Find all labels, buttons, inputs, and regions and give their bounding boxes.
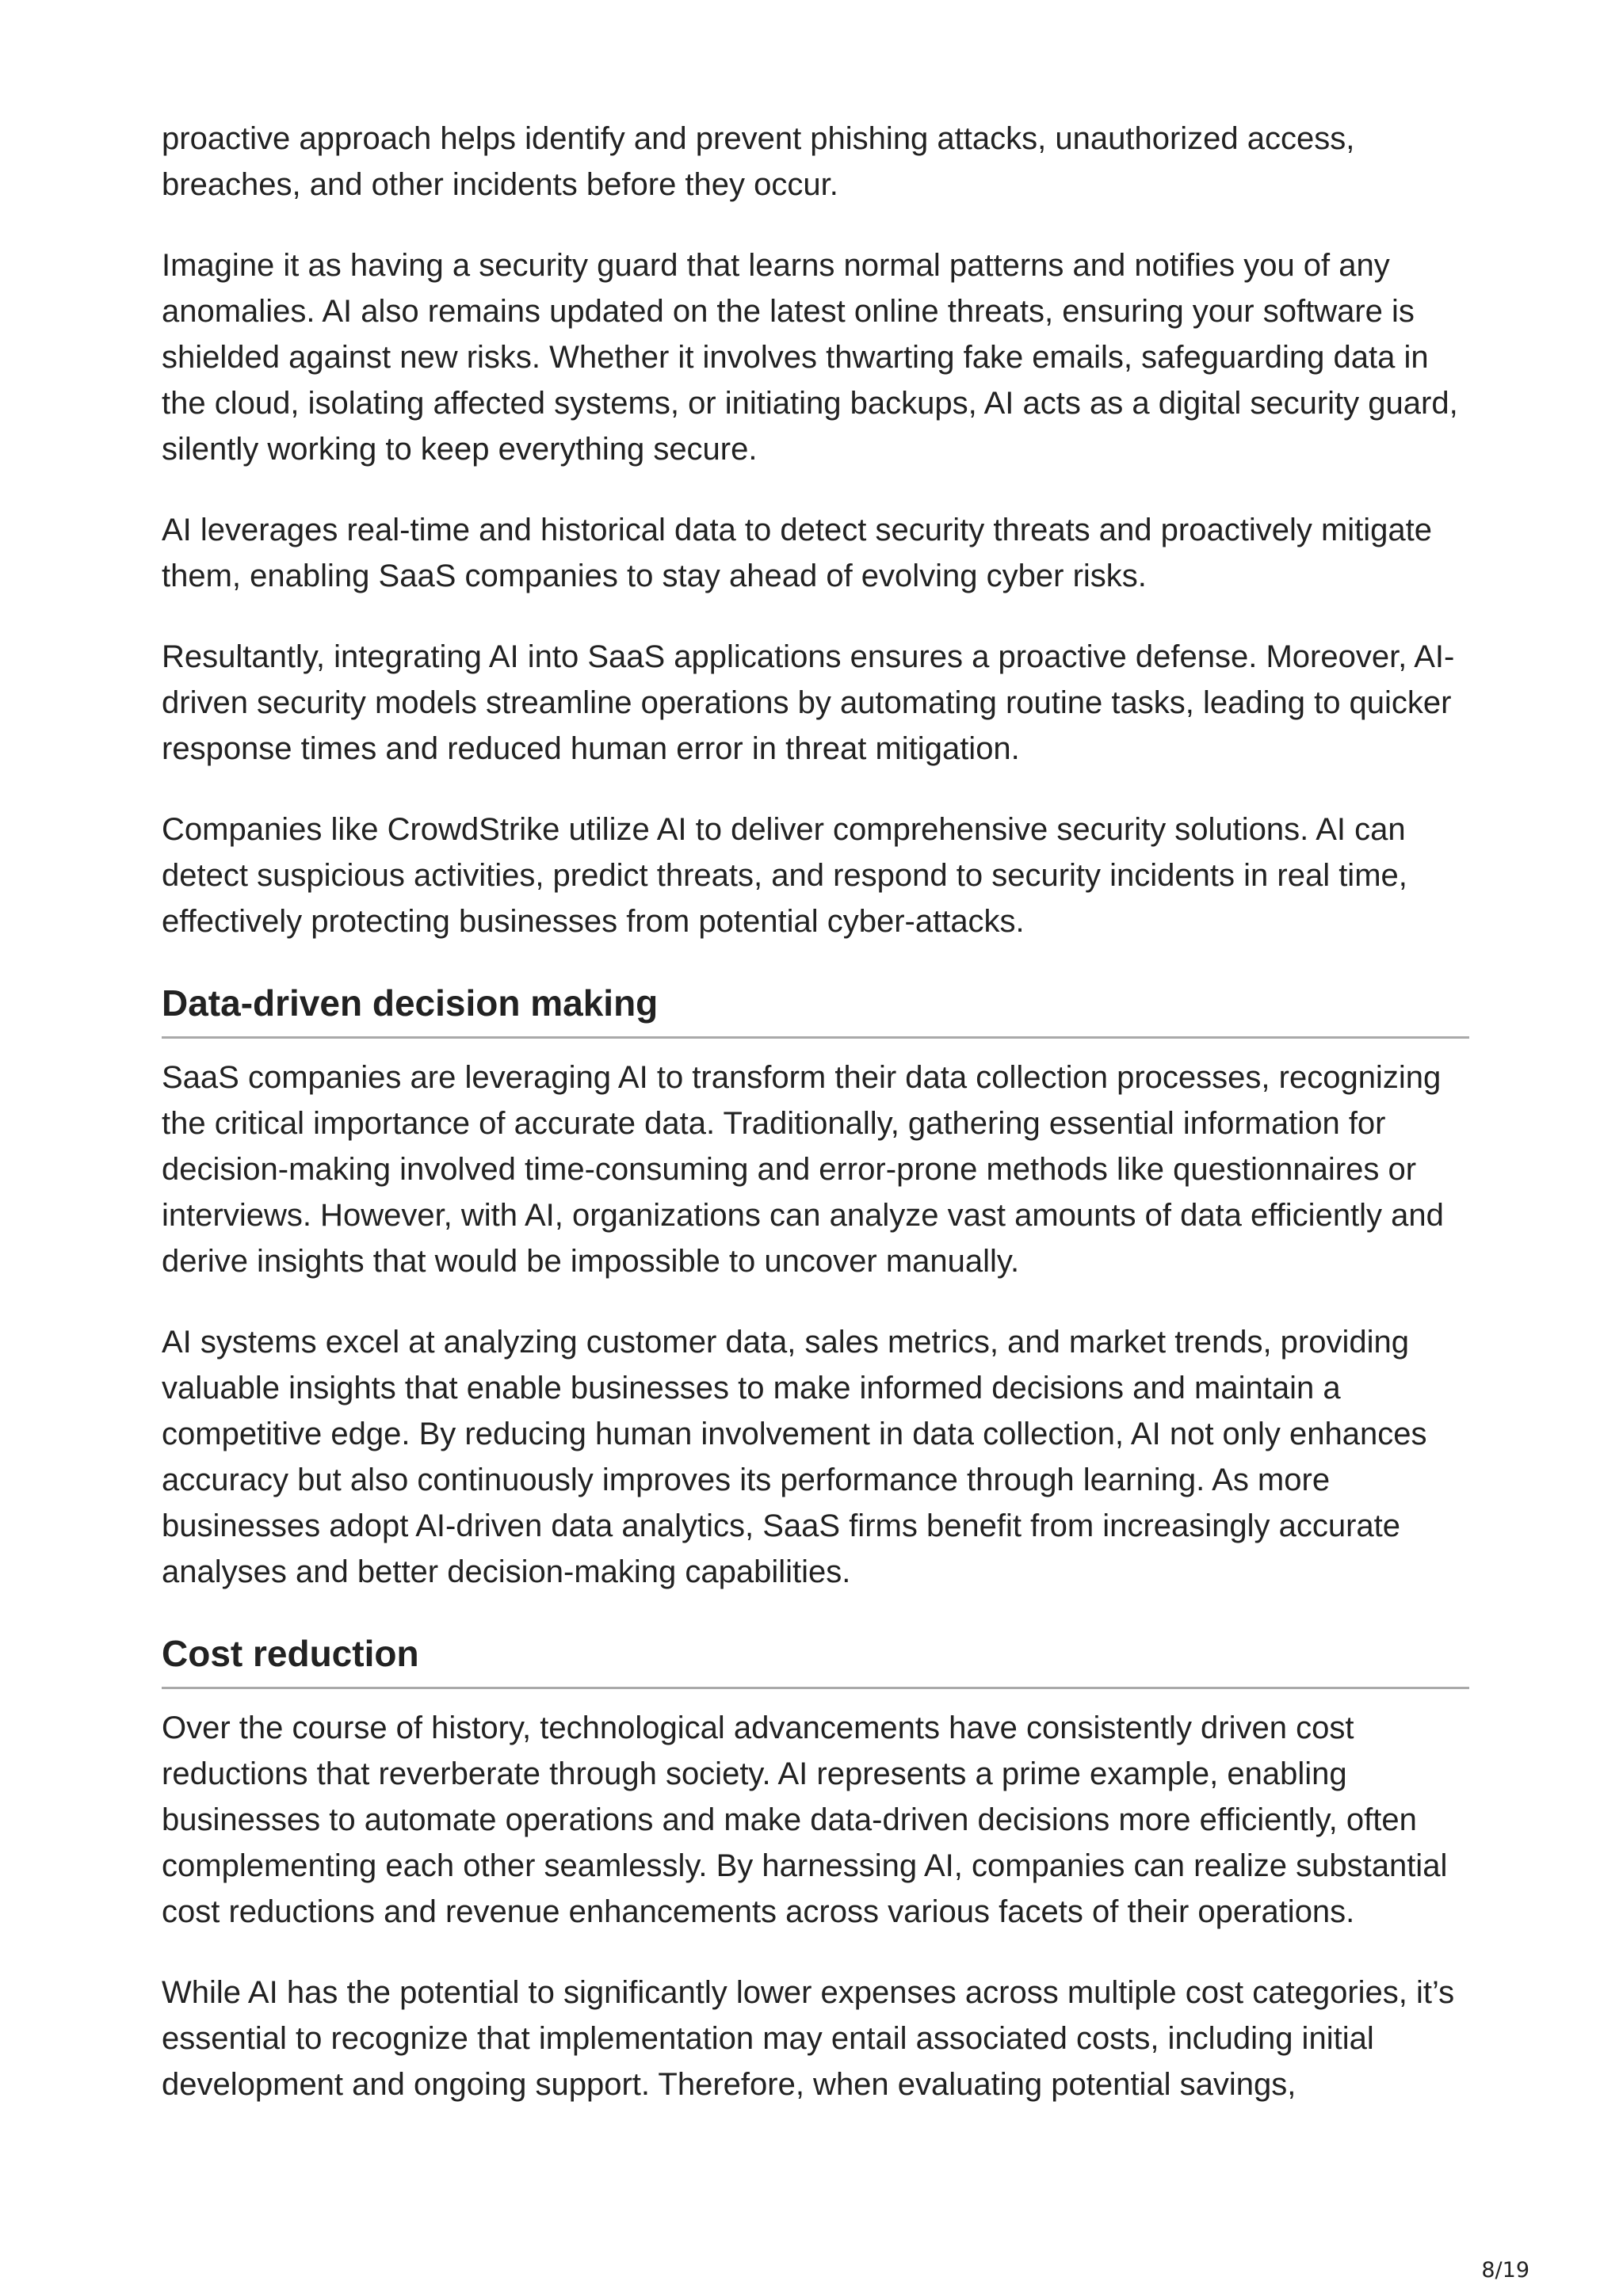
- paragraph: Resultantly, integrating AI into SaaS applications ensures a proactive defense. Moreover, AI-driven security models streamline operations by automating routine tasks, leading to quicker response times and reduced human error in threat mitigation.: [162, 639, 1455, 766]
- paragraph: AI leverages real-time and historical data to detect security threats and proactively mitigate them, enabling SaaS companies to stay ahead of evolving cyber risks.: [162, 513, 1433, 593]
- paragraph: Companies like CrowdStrike utilize AI to deliver comprehensive security solutions. AI can detect suspicious activities, predict threats, and respond to security incidents in real time, effectively protecting businesses from potential cyber-attacks.: [162, 812, 1407, 939]
- paragraph: SaaS companies are leveraging AI to transform their data collection processes, recognizing the critical importance of accurate data. Traditionally, gathering essential information for decision-making involved time-consuming and error-prone methods like questionnaires or interviews. However, with AI, organizations can analyze vast amounts of data efficiently and derive insights that would be impossible to uncover manually.: [162, 1060, 1444, 1279]
- paragraph: AI systems excel at analyzing customer data, sales metrics, and market trends, providing valuable insights that enable businesses to make informed decisions and maintain a competitive edge. By reducing human involvement in data collection, AI not only enhances accuracy but also continuously improves its performance through learning. As more businesses adopt AI-driven data analytics, SaaS firms benefit from increasingly accurate analyses and better decision-making capabilities.: [162, 1325, 1427, 1589]
- section-heading-data-driven: Data-driven decision making: [162, 979, 1469, 1039]
- page-number: 8/19: [1481, 2258, 1529, 2283]
- paragraph: Over the course of history, technological advancements have consistently driven cost reductions that reverberate through society. AI represents a prime example, enabling businesses to automate operations and make data-driven decisions more efficiently, often complementing each other seamlessly. By harnessing AI, companies can realize substantial cost reductions and revenue enhancements across various facets of their operations.: [162, 1711, 1448, 1929]
- section-heading-cost-reduction: Cost reduction: [162, 1630, 1469, 1689]
- article-body: [162, 116, 1469, 2142]
- paragraph: proactive approach helps identify and prevent phishing attacks, unauthorized access, breaches, and other incidents before they occur.: [162, 121, 1355, 202]
- paragraph: Imagine it as having a security guard that learns normal patterns and notifies you of any anomalies. AI also remains updated on the latest online threats, ensuring your software is shielded against new risks. Whether it involves thwarting fake emails, safeguarding data in the cloud, isolating affected systems, or initiating backups, AI acts as a digital security guard, silently working to keep everything secure.: [162, 248, 1458, 467]
- paragraph: While AI has the potential to significantly lower expenses across multiple cost categories, it’s essential to recognize that implementation may entail associated costs, including initial development and ongoing support. Therefore, when evaluating potential savings,: [162, 1975, 1455, 2102]
